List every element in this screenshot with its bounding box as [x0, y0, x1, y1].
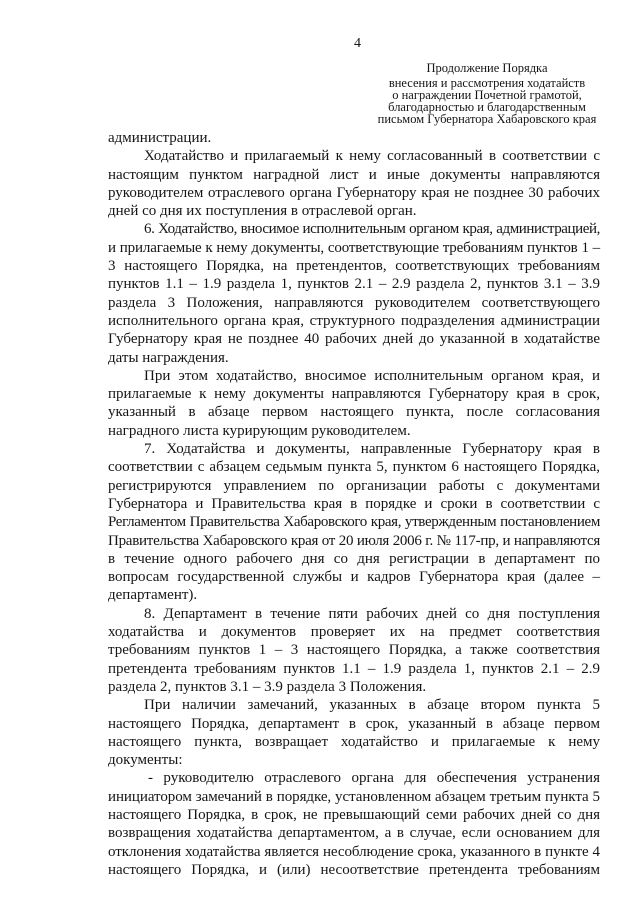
body-line: Губернатору края не позднее 40 рабочих дней до указанной в ходатайстве: [108, 331, 600, 348]
body-line: и прилагаемые к нему документы, соответствующие требованиям пунктов 1 –: [108, 239, 600, 256]
header-line: внесения и рассмотрения ходатайств: [388, 76, 586, 90]
header-line: благодарностью и благодарственным: [388, 100, 586, 114]
body-line: Губернатора и Правительства края в порядке и сроки в соответствии с: [108, 495, 600, 512]
body-line: 3 настоящего Порядка, на претендентов, соответствующих требованиям: [108, 258, 600, 275]
body-line: - руководителю отраслевого органа для обеспечения устранения: [148, 770, 600, 787]
header-block: [374, 59, 600, 125]
body-line: инициатором замечаний в порядке, установленном абзацем третьим пункта 5: [108, 788, 600, 805]
body-line: раздела 3 Положения, направляются руководителем соответствующего: [108, 294, 600, 311]
body-line: исполнительного органа края, структурного подразделения администрации: [108, 312, 600, 329]
body-line: ходатайства и документов проверяет их на предмет соответствия: [108, 624, 600, 641]
body-line: Регламентом Правительства Хабаровского края, утвержденным постановлением: [108, 514, 600, 531]
body-line: настоящего Порядка, в срок, не превышающий семи рабочих дней со дня: [108, 806, 600, 823]
body-line: департамент).: [108, 587, 198, 604]
body-line: 8. Департамент в течение пяти рабочих дней со дня поступления: [144, 605, 600, 622]
body-line: настоящим пунктом наградной лист и иные документы направляются: [108, 166, 600, 183]
body-line: возвращения ходатайства департаментом, а в случае, если основанием для: [108, 825, 600, 842]
body-line: настоящего Порядка, департамент в срок, указанный в абзаце первом: [108, 715, 600, 732]
body-line: наградного листа курирующим руководителем.: [108, 422, 411, 439]
page-number: 4: [354, 36, 361, 51]
body-line: отклонения ходатайства является несоблюдение срока, указанного в пункте 4: [108, 843, 600, 860]
body-line: в течение одного рабочего дня со дня регистрации в департамент по: [108, 550, 600, 567]
body-text: [108, 129, 600, 879]
body-line: При наличии замечаний, указанных в абзаце втором пункта 5: [144, 697, 600, 714]
body-line: прилагаемые к нему документы направляются Губернатору края в срок,: [108, 386, 600, 403]
header-line: Продолжение Порядка: [426, 61, 548, 75]
body-line: Ходатайство и прилагаемый к нему согласованный в соответствии с: [144, 148, 600, 165]
body-line: указанный в абзаце первом настоящего пункта, после согласования: [108, 404, 600, 421]
body-line: руководителем отраслевого органа Губернатору края не позднее 30 рабочих: [108, 184, 600, 201]
body-line: регистрируются управлением по организации работы с документами: [108, 477, 600, 494]
body-line: претендента требованиям пунктов 1.1 – 1.9 раздела 1, пунктов 2.1 – 2.9: [108, 660, 600, 677]
body-line: администрации.: [108, 130, 212, 146]
body-line: 7. Ходатайства и документы, направленные Губернатору края в: [144, 441, 600, 458]
body-line: требованиям пунктов 1 – 3 настоящего Порядка, а также соответствия: [108, 642, 600, 659]
body-line: Правительства Хабаровского края от 20 июля 2006 г. № 117-пр, и направляются: [108, 532, 600, 549]
header-line: письмом Губернатора Хабаровского края: [377, 112, 597, 126]
body-line: дней со дня их поступления в отраслевой орган.: [108, 203, 417, 220]
body-line: настоящего пункта, возвращает ходатайство и прилагаемые к нему: [108, 733, 600, 750]
body-line: даты награждения.: [108, 349, 229, 366]
body-line: настоящего Порядка, и (или) несоответствие претендента требованиям: [108, 861, 600, 878]
body-line: пунктов 1.1 – 1.9 раздела 1, пунктов 2.1 – 2.9 раздела 2, пунктов 3.1 – 3.9: [108, 276, 600, 293]
body-line: документы:: [108, 752, 183, 769]
body-line: раздела 2, пунктов 3.1 – 3.9 раздела 3 Положения.: [108, 678, 427, 695]
body-line: 6. Ходатайство, вносимое исполнительным органом края, администрацией,: [144, 221, 600, 238]
header-line: о награждении Почетной грамотой,: [392, 88, 582, 102]
body-line: вопросам государственной службы и кадров Губернатора края (далее –: [108, 569, 600, 586]
body-line: При этом ходатайство, вносимое исполнительным органом края, и: [144, 367, 600, 384]
body-line: соответствии с абзацем седьмым пункта 5, пунктом 6 настоящего Порядка,: [108, 459, 600, 476]
